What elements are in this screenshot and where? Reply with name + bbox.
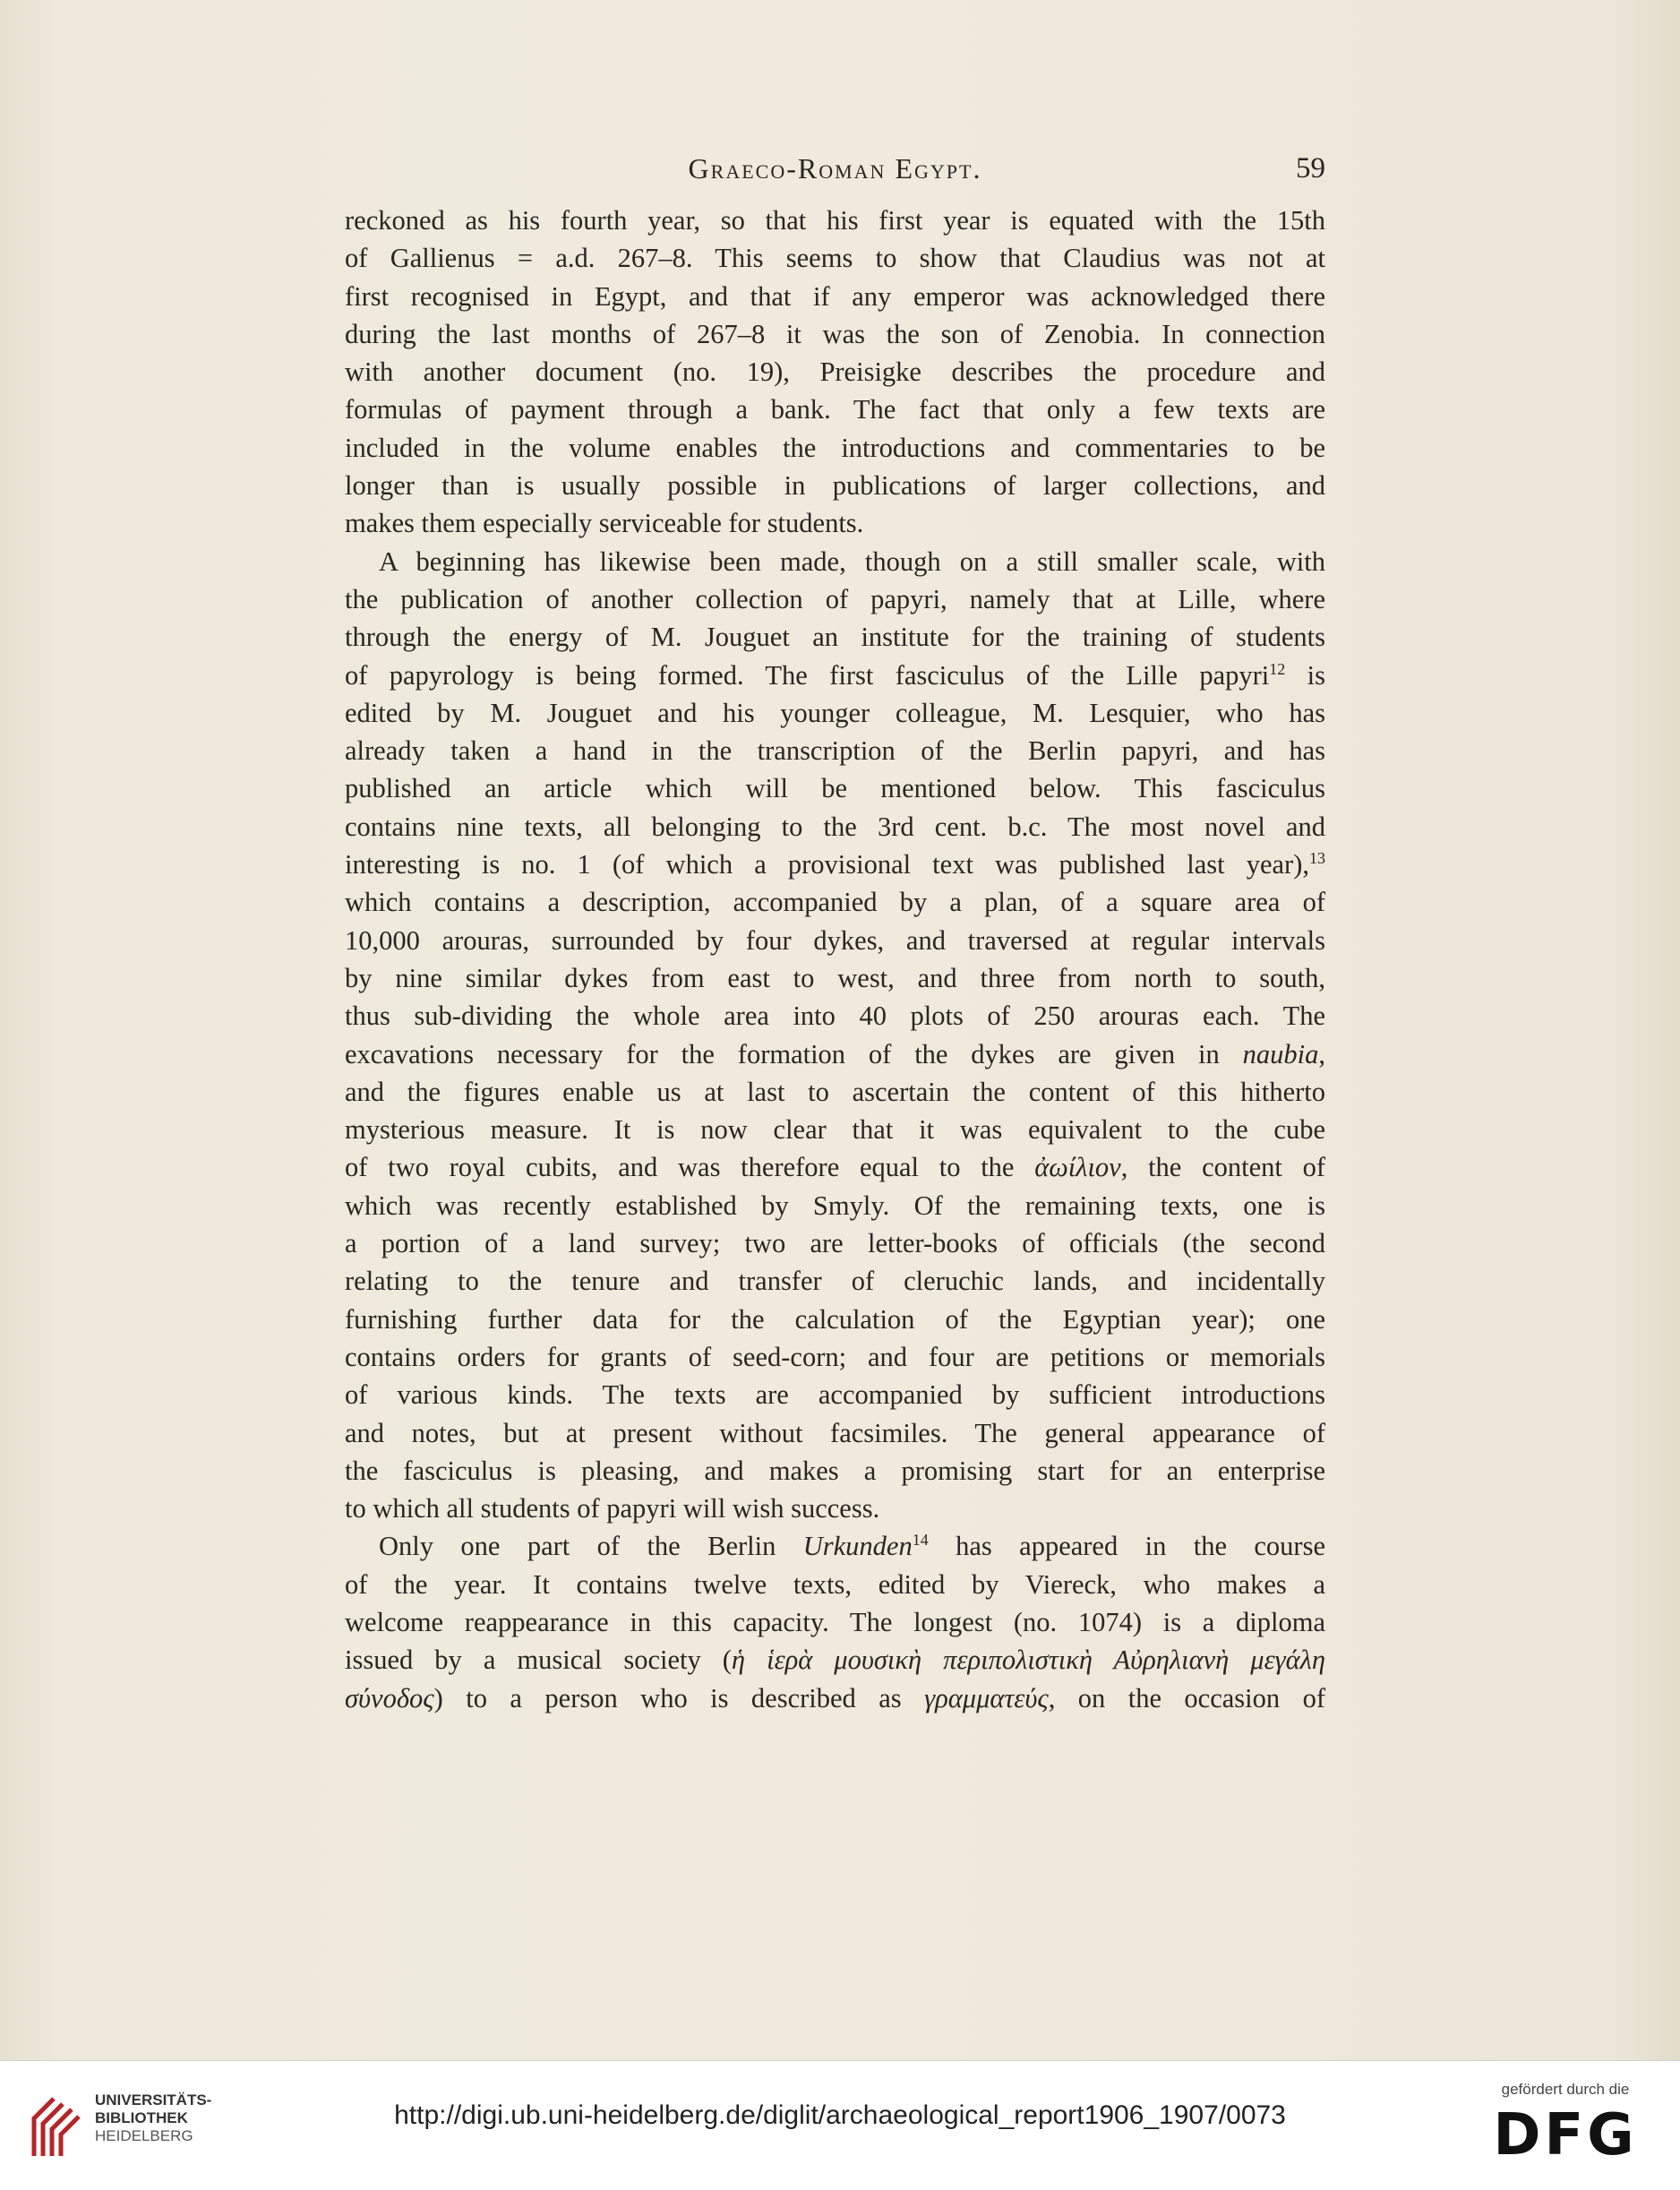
text-line: first recognised in Egypt, and that if any emperor was acknowledged there — [345, 280, 1325, 312]
digitization-footer — [0, 2060, 1680, 2190]
text-line: a portion of a land survey; two are letter-books of officials (the second — [345, 1228, 1325, 1259]
text-line: during the last months of 267–8 it was the son of Zenobia. In connection — [345, 318, 1325, 349]
text-line: to which all students of papyri will wish success. — [345, 1493, 880, 1524]
text-span: has appeared in the course — [928, 1531, 1325, 1562]
text-line: through the energy of M. Jouguet an institute for the training of students — [345, 622, 1325, 653]
text-line: published an article which will be mentioned below. This fasciculus — [345, 773, 1325, 804]
body-text — [345, 202, 1325, 1717]
text-line — [345, 1527, 1325, 1565]
text-line — [345, 846, 1325, 883]
text-line: contains nine texts, all belonging to the 3rd cent. b.c. The most novel and — [345, 811, 1325, 842]
page-number: 59 — [1296, 152, 1325, 185]
text-line — [345, 1148, 1325, 1186]
footnote-ref: 12 — [1269, 659, 1286, 678]
text-line: the fasciculus is pleasing, and makes a promising start for an enterprise — [345, 1455, 1325, 1486]
running-title-part: G — [688, 152, 711, 185]
text-line: A beginning has likewise been made, though on a still smaller scale, with — [379, 545, 1325, 577]
text-line: included in the volume enables the introductions and commentaries to be — [345, 432, 1325, 463]
permalink-url[interactable]: http://digi.ub.uni-heidelberg.de/diglit/archaeological_report1906_1907/0073 — [394, 2100, 1286, 2130]
funder-block — [1476, 2081, 1655, 2167]
text-line: formulas of payment through a bank. The fact that only a few texts are — [345, 394, 1325, 425]
text-line: thus sub-dividing the whole area into 40 plots of 250 arouras each. The — [345, 1001, 1325, 1032]
text-line: contains orders for grants of seed-corn; and four are petitions or memorials — [345, 1341, 1325, 1372]
library-name-line: UNIVERSITÄTS- — [95, 2091, 212, 2108]
text-line: with another document (no. 19), Preisigke describes the procedure and — [345, 356, 1325, 388]
text-line: which was recently established by Smyly. Of the remaining texts, one is — [345, 1189, 1325, 1221]
greek-term: ἀωίλιον — [1034, 1152, 1121, 1183]
text-line: 10,000 arouras, surrounded by four dykes, and traversed at regular intervals — [345, 924, 1325, 956]
text-line: relating to the tenure and transfer of cleruchic lands, and incidentally — [345, 1266, 1325, 1297]
running-title-part: raeco- — [710, 152, 798, 185]
text-line: mysterious measure. It is now clear that it was equivalent to the cube — [345, 1114, 1325, 1146]
text-line: by nine similar dykes from east to west, and three from north to south, — [345, 962, 1325, 993]
text-line: welcome reappearance in this capacity. The longest (no. 1074) is a diploma — [345, 1606, 1325, 1637]
text-line: and notes, but at present without facsimiles. The general appearance of — [345, 1417, 1325, 1448]
text-line: which contains a description, accompanied by a plan, of a square area of — [345, 887, 1325, 918]
library-name-line: HEIDELBERG — [95, 2127, 193, 2144]
footnote-ref: 14 — [912, 1531, 929, 1550]
text-line: of various kinds. The texts are accompanied by sufficient introductions — [345, 1379, 1325, 1411]
text-span: interesting is no. 1 (of which a provisional text was published last year), — [345, 849, 1309, 880]
text-span: , — [1318, 1038, 1325, 1069]
text-span: issued by a musical society ( — [345, 1645, 732, 1676]
text-span: of two royal cubits, and was therefore equal to the — [345, 1152, 1035, 1183]
text-span: Only one part of the Berlin — [379, 1531, 803, 1562]
text-span: , on the occasion of — [1048, 1682, 1325, 1713]
greek-term: ἡ ἱερὰ μουσικὴ περιπολιστικὴ Αὐρηλιανὴ μεγάλη — [731, 1645, 1325, 1676]
greek-term: σύνοδος — [345, 1682, 434, 1713]
footnote-ref: 13 — [1309, 849, 1325, 868]
text-line: makes them especially serviceable for students. — [345, 508, 864, 539]
text-span: is — [1285, 659, 1326, 691]
text-line — [345, 1641, 1325, 1679]
text-line: of the year. It contains twelve texts, edited by Viereck, who makes a — [345, 1568, 1325, 1600]
italic-term: naubia — [1242, 1038, 1319, 1069]
text-span: ) to a person who is described as — [433, 1682, 925, 1713]
funder-caption: gefördert durch die — [1501, 2081, 1630, 2098]
text-line: already taken a hand in the transcription of the Berlin papyri, and has — [345, 735, 1325, 767]
text-line: reckoned as his fourth year, so that his first year is equated with the 15th — [345, 205, 1325, 236]
library-name-line: BIBLIOTHEK — [95, 2109, 188, 2126]
text-span: , the content of — [1120, 1152, 1325, 1183]
italic-term: Urkunden — [802, 1531, 913, 1562]
running-title-part: R — [797, 152, 819, 185]
text-span: of papyrology is being formed. The first fasciculus of the Lille papyri — [345, 659, 1270, 691]
running-head — [345, 152, 1325, 197]
dfg-logo: DFG — [1493, 2102, 1638, 2169]
running-title — [345, 152, 1325, 185]
running-title-part: oman — [819, 152, 887, 185]
greek-term: γραμματεύς — [924, 1682, 1049, 1713]
text-line: longer than is usually possible in publications of larger collections, and — [345, 470, 1325, 502]
text-line: the publication of another collection of papyri, namely that at Lille, where — [345, 583, 1325, 614]
text-line: and the figures enable us at last to ascertain the content of this hitherto — [345, 1076, 1325, 1107]
text-line: edited by M. Jouguet and his younger colleague, M. Lesquier, who has — [345, 697, 1325, 728]
running-title-part: gypt. — [914, 152, 982, 185]
running-title-part: E — [886, 152, 914, 185]
text-line — [345, 1035, 1325, 1073]
text-span: excavations necessary for the formation of the dykes are given in — [345, 1038, 1243, 1069]
text-line — [345, 657, 1325, 694]
text-line: furnishing further data for the calculation of the Egyptian year); one — [345, 1303, 1325, 1335]
text-line — [345, 1679, 1325, 1717]
text-line: of Gallienus = a.d. 267–8. This seems to show that Claudius was not at — [345, 243, 1325, 274]
